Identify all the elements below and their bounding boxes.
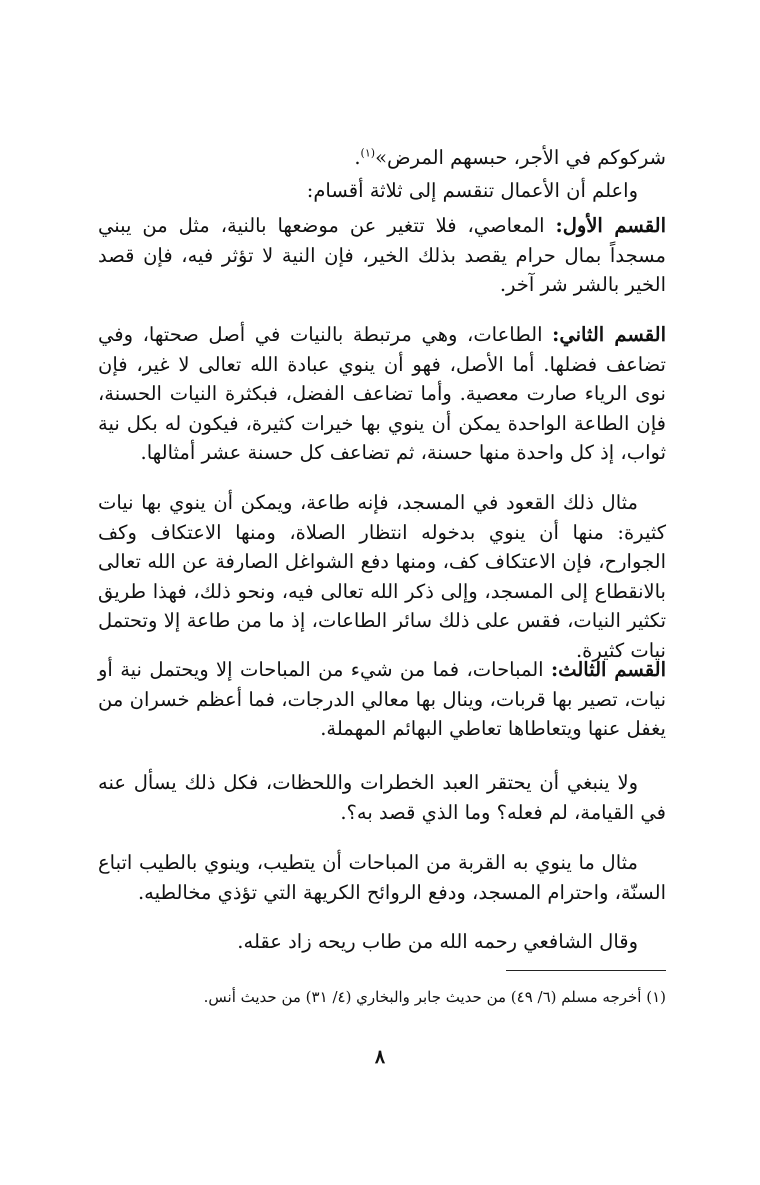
paragraph-text: مثال ذلك القعود في المسجد، فإنه طاعة، ويمكن أن ينوي بها نيات كثيرة: منها أن ينوي بدخوله انتظار الصلاة، ومنها الاعتكاف وكف الجوارح، فإن الاعتكاف كف، ومنها دفع الشواغل الصارفة عن الله تعالى بالانقطاع إلى المسجد، وإلى ذكر الله تعالى فيه، ونحو ذلك، فهذا طريق تكثير النيات، فقس على ذلك سائر الطاعات، إذ ما من طاعة إلا وتحتمل نيات كثيرة.	[98, 491, 666, 662]
paragraph-text: المعاصي، فلا تتغير عن موضعها بالنية، مثل من يبني مسجداً بمال حرام يقصد بذلك الخير، فإن النية لا تؤثر فيه، فإن قصد الخير بالشر شر آخر.	[98, 214, 666, 296]
section-heading: القسم الثاني:	[552, 323, 666, 346]
footnote-marker: (١)	[360, 146, 376, 160]
paragraph-mosque-example	[98, 488, 666, 665]
paragraph-section-two	[98, 320, 666, 468]
paragraph-small-deeds	[98, 768, 666, 827]
paragraph-tail: .	[354, 146, 361, 169]
footnote-divider	[506, 970, 666, 971]
section-heading: القسم الثالث:	[550, 658, 666, 681]
paragraph-text: المباحات، فما من شيء من المباحات إلا ويحتمل نية أو نيات، تصير بها قربات، وينال بها معالي الدرجات، فما أعظم خسران من يغفل عنها ويتعاطاها تعاطي البهائم المهملة.	[98, 658, 666, 740]
section-heading: القسم الأول:	[555, 214, 666, 237]
paragraph-text: شركوكم في الأجر، حبسهم المرض»	[375, 146, 666, 169]
paragraph-hadith-ending	[98, 143, 666, 173]
paragraph-intro-sections	[98, 176, 666, 206]
paragraph-perfume-example	[98, 848, 666, 907]
paragraph-text: واعلم أن الأعمال تنقسم إلى ثلاثة أقسام:	[306, 179, 638, 202]
paragraph-text: وقال الشافعي رحمه الله من طاب ريحه زاد عقله.	[237, 930, 638, 953]
paragraph-text: مثال ما ينوي به القربة من المباحات أن يتطيب، وينوي بالطيب اتباع السنّة، واحترام المسجد، ودفع الروائح الكريهة التي تؤذي مخالطيه.	[98, 851, 666, 904]
paragraph-text: الطاعات، وهي مرتبطة بالنيات في أصل صحتها، وفي تضاعف فضلها. أما الأصل، فهو أن ينوي عبادة الله تعالى لا غير، فإن نوى الرياء صارت معصية. وأما تضاعف الفضل، فبكثرة النيات الحسنة، فإن الطاعة الواحدة يمكن أن ينوي بها خيرات كثيرة، فيكون له بكل نية ثواب، إذ كل واحدة منها حسنة، ثم تضاعف كل حسنة عشر أمثالها.	[98, 323, 666, 464]
footnote: (١) أخرجه مسلم (٦/ ٤٩) من حديث جابر والبخاري (٤/ ٣١) من حديث أنس.	[203, 988, 666, 1006]
paragraph-shafii-quote	[98, 927, 666, 957]
page-number: ٨	[374, 1046, 386, 1068]
paragraph-section-three	[98, 655, 666, 744]
paragraph-text: ولا ينبغي أن يحتقر العبد الخطرات واللحظات، فكل ذلك يسأل عنه في القيامة، لم فعله؟ وما الذي قصد به؟.	[98, 771, 666, 824]
paragraph-section-one	[98, 211, 666, 300]
